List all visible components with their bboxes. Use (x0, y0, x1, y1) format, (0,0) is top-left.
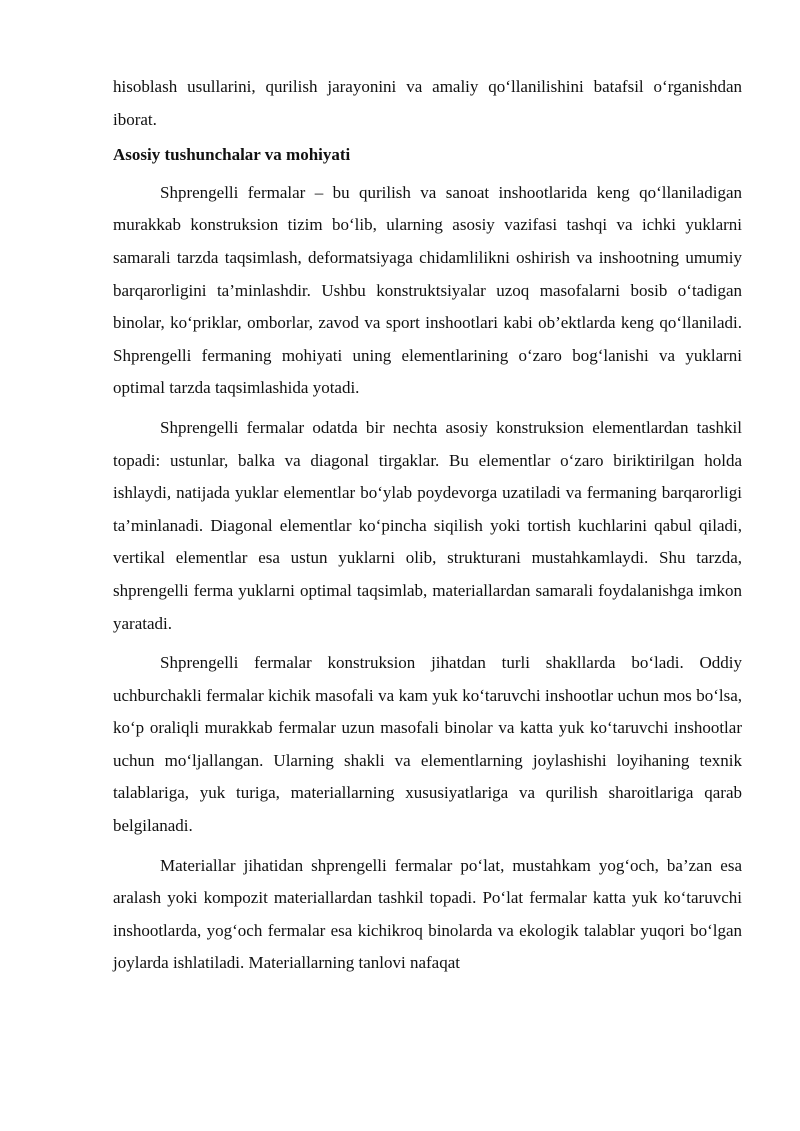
body-paragraph-1: Shprengelli fermalar – bu qurilish va sanoat inshootlarida keng qo‘llaniladigan murakkab konstruksion tizim bo‘lib, ularning asosiy vazifasi tashqi va ichki yuklarni samarali tarzda taqsimlash, deformatsiyaga chidamlilikni oshirish va inshootning umumiy barqarorligini ta’minlashdir. Ushbu konstruktsiyalar uzoq masofalarni bosib o‘tadigan binolar, ko‘priklar, omborlar, zavod va sport inshootlari kabi ob’ektlarda keng qo‘llaniladi. Shprengelli fermaning mohiyati uning elementlarining o‘zaro bog‘lanishi va yuklarni optimal tarzda taqsimlashida yotadi. (113, 182, 742, 398)
section-heading: Asosiy tushunchalar va mohiyati (113, 145, 351, 165)
body-paragraph-3: Shprengelli fermalar konstruksion jihatdan turli shakllarda bo‘ladi. Oddiy uchburchakli fermalar kichik masofali va kam yuk ko‘taruvchi inshootlar uchun mos bo‘lsa, ko‘p oraliqli murakkab fermalar uzun masofali binolar va katta yuk ko‘taruvchi inshootlar uchun mo‘ljallangan. Ularning shakli va elementlarning joylashishi loyihaning texnik talablariga, yuk turiga, materiallarning xususiyatlariga va qurilish sharoitlariga qarab belgilanadi. (113, 653, 742, 836)
document-body (113, 71, 742, 980)
body-paragraph-4: Materiallar jihatidan shprengelli fermalar po‘lat, mustahkam yog‘och, ba’zan esa aralash yoki kompozit materiallardan tashkil topadi. Po‘lat fermalar katta yuk ko‘taruvchi inshootlarda, yog‘och fermalar esa kichikroq binolarda va ekologik talablar yuqori bo‘lgan joylarda ishlatiladi. Materiallarning tanlovi nafaqat (113, 855, 742, 973)
body-paragraph-2: Shprengelli fermalar odatda bir nechta asosiy konstruksion elementlardan tashkil topadi: ustunlar, balka va diagonal tirgaklar. Bu elementlar o‘zaro biriktirilgan holda ishlaydi, natijada yuklar elementlar bo‘ylab poydevorga uzatiladi va fermaning barqarorligi ta’minlanadi. Diagonal elementlar ko‘pincha siqilish yoki tortish kuchlarini qabul qiladi, vertikal elementlar esa ustun yuklarni olib, strukturani mustahkamlaydi. Shu tarzda, shprengelli ferma yuklarni optimal taqsimlab, materiallardan samarali foydalanishga imkon yaratadi. (113, 417, 742, 633)
intro-continuation-paragraph: hisoblash usullarini, qurilish jarayonini va amaliy qo‘llanilishini batafsil o‘rganishdan iborat. (113, 77, 742, 129)
